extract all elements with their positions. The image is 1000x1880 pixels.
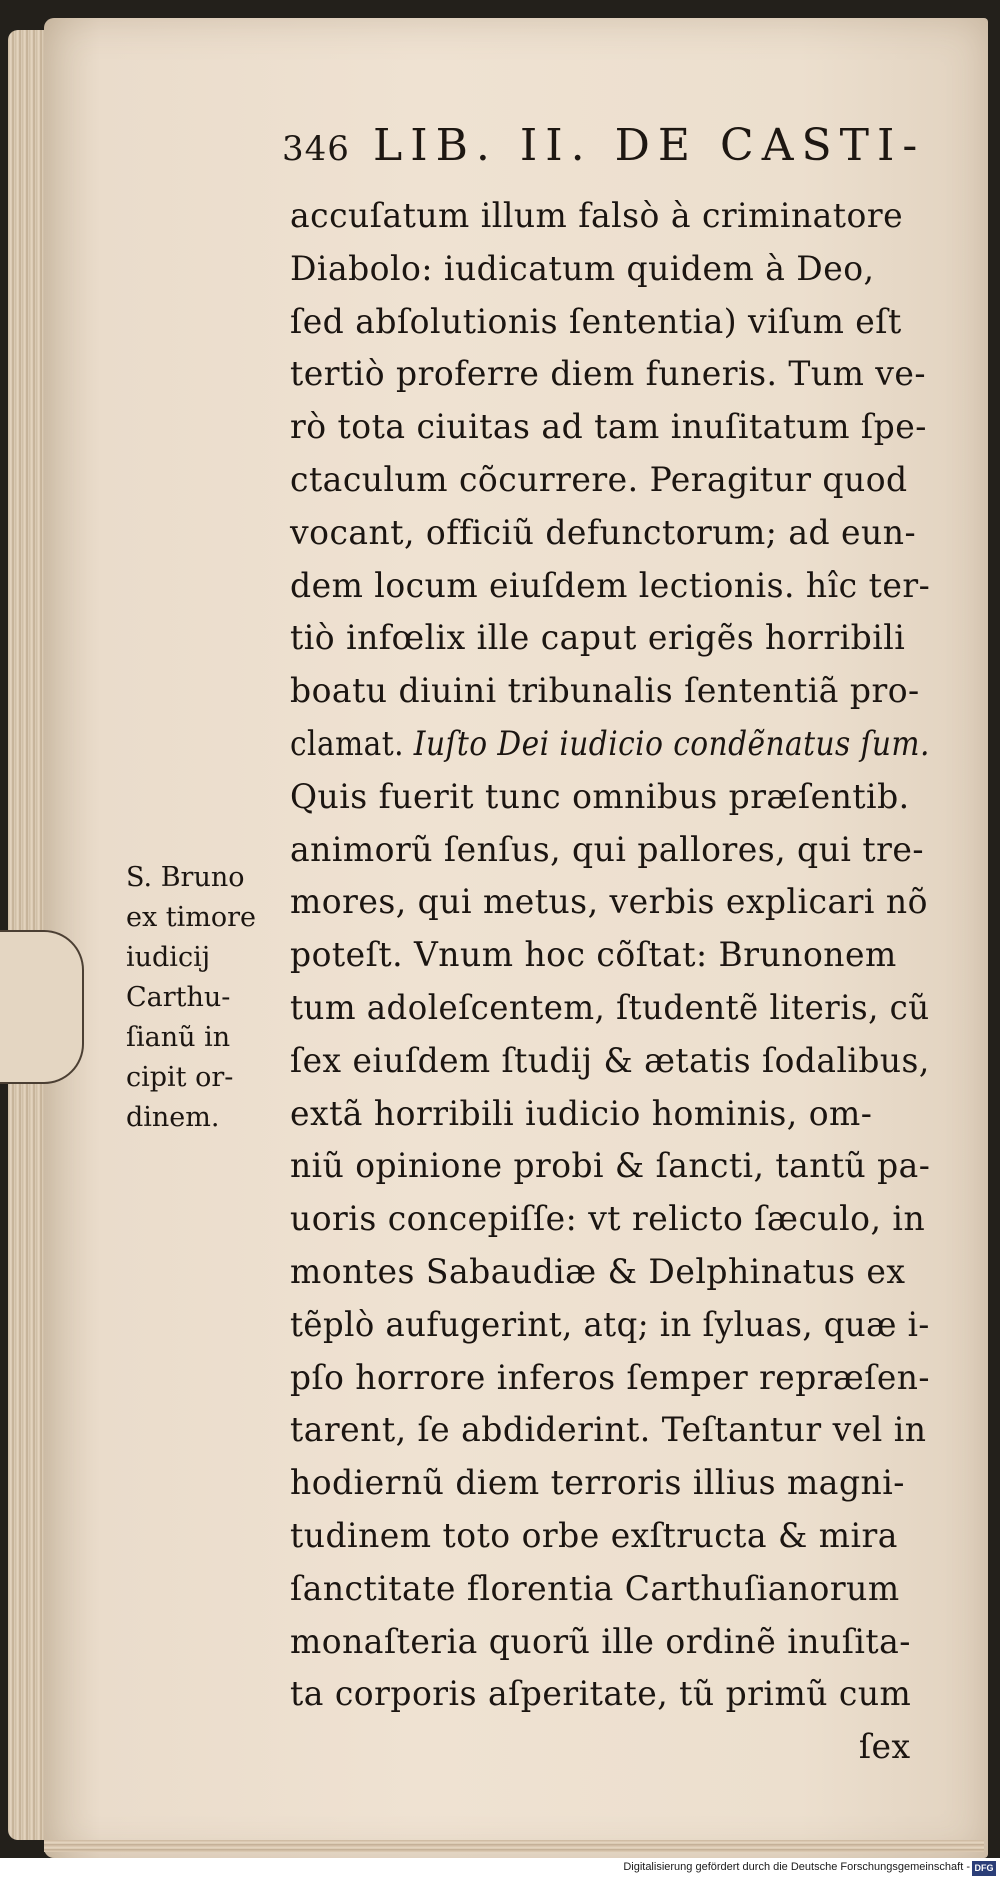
italic-phrase: Iuſto Dei iudicio condẽnatus ſum. [413, 723, 930, 764]
text-line-content: hodiernũ diem terroris illius magni- [290, 1463, 905, 1504]
text-line-content: Quis fuerit tunc omnibus præſentib. [290, 776, 910, 817]
text-line-content: ſed abſolutionis ſententia) viſum eſt [290, 301, 902, 342]
text-line [290, 1140, 931, 1193]
main-text-block [290, 190, 950, 1774]
dfg-logo: DFG [972, 1861, 996, 1876]
text-line-content: rò tota ciuitas ad tam inuſitatum ſpe- [290, 407, 927, 448]
text-line-content: niũ opinione probi & ſancti, tantũ pa- [290, 1146, 931, 1187]
text-line-content: tum adoleſcentem, ſtudentẽ literis, cũ [290, 987, 930, 1028]
marginal-note [126, 858, 291, 1138]
text-line-content: monaſteria quorũ ille ordinẽ inuſita- [290, 1621, 911, 1662]
page-tab-marker [0, 930, 84, 1084]
text-line [290, 454, 930, 507]
margin-note-line: S. Bruno [126, 862, 245, 893]
text-line-content: animorũ ſenſus, qui pallores, qui tre- [290, 829, 924, 870]
text-line [290, 1088, 930, 1141]
page-edges-bottom [44, 1840, 984, 1852]
text-line-content: boatu diuini tribunalis ſententiã pro- [290, 671, 920, 712]
text-line [290, 1352, 930, 1405]
text-line [290, 771, 930, 824]
text-line [290, 1510, 930, 1563]
text-line [290, 824, 930, 877]
text-line-content: tertiò proferre diem funeris. Tum ve- [290, 354, 927, 395]
text-line-content: Diabolo: iudicatum quidem à Deo, [290, 248, 875, 289]
footer-bar [0, 1858, 1000, 1880]
text-line [290, 190, 930, 243]
footer-credit: Digitalisierung gefördert durch die Deutsche Forschungsgemeinschaft - [623, 1861, 970, 1873]
margin-note-line: iudicij [126, 942, 211, 973]
text-line-content: tudinem toto orbe exſtructa & mira [290, 1515, 898, 1556]
text-line-content: tarent, ſe abdiderint. Teſtantur vel in [290, 1410, 927, 1451]
text-line-content: extã horribili iudicio hominis, om- [290, 1093, 873, 1134]
text-line-content: tẽplò aufugerint, atq; in ſyluas, quæ i- [290, 1304, 930, 1345]
text-line [290, 1457, 930, 1510]
text-line-content: ſex eiuſdem ſtudij & ætatis ſodalibus, [290, 1040, 930, 1081]
text-line-content: montes Sabaudiæ & Delphinatus ex [290, 1251, 906, 1292]
text-line [290, 1563, 930, 1616]
margin-note-line: dinem. [126, 1102, 220, 1133]
page-number: 346 [282, 129, 350, 169]
text-line [290, 560, 930, 613]
text-line [290, 348, 930, 401]
text-line [290, 1616, 930, 1669]
margin-note-line: ſianũ in [126, 1022, 231, 1053]
text-line-content: vocant, officiũ defunctorum; ad eun- [290, 512, 917, 553]
text-line [290, 1404, 930, 1457]
text-line [290, 296, 930, 349]
text-line [290, 243, 930, 296]
text-line-content: ctaculum cõcurrere. Peragitur quod [290, 459, 908, 500]
text-line [290, 1299, 930, 1352]
text-line [290, 1668, 930, 1721]
text-line-content: ta corporis aſperitate, tũ primũ cum [290, 1674, 912, 1715]
text-line [290, 718, 930, 771]
text-line [290, 507, 930, 560]
catchword: ſex [858, 1727, 911, 1768]
text-line-content: tiò infœlix ille caput erigẽs horribili [290, 618, 906, 659]
margin-note-line: Carthu- [126, 982, 231, 1013]
text-line-content: ſanctitate florentia Carthuſianorum [290, 1568, 900, 1609]
text-line [290, 1193, 930, 1246]
text-line [290, 876, 930, 929]
running-head-title: LIB. II. DE CASTI- [373, 120, 926, 171]
text-line-content: dem locum eiuſdem lectionis. hîc ter- [290, 565, 931, 606]
text-line-content: pſo horrore inferos ſemper repræſen- [290, 1357, 930, 1398]
text-line [290, 401, 930, 454]
text-line [290, 665, 930, 718]
margin-note-line: cipit or- [126, 1062, 234, 1093]
text-line [290, 929, 930, 982]
text-line-content: poteſt. Vnum hoc cõſtat: Brunonem [290, 935, 897, 976]
text-line [290, 1035, 930, 1088]
margin-note-line: ex timore [126, 902, 257, 933]
text-line-content: mores, qui metus, verbis explicari nõ [290, 882, 928, 923]
text-line-content: uoris concepiſſe: vt relicto ſæculo, in [290, 1199, 926, 1240]
running-head [282, 120, 932, 180]
text-line [290, 1246, 930, 1299]
text-line-content: clamat. [290, 723, 414, 764]
text-line-content: accuſatum illum falsò à criminatore [290, 196, 904, 236]
text-line [290, 982, 930, 1035]
text-line [290, 612, 930, 665]
